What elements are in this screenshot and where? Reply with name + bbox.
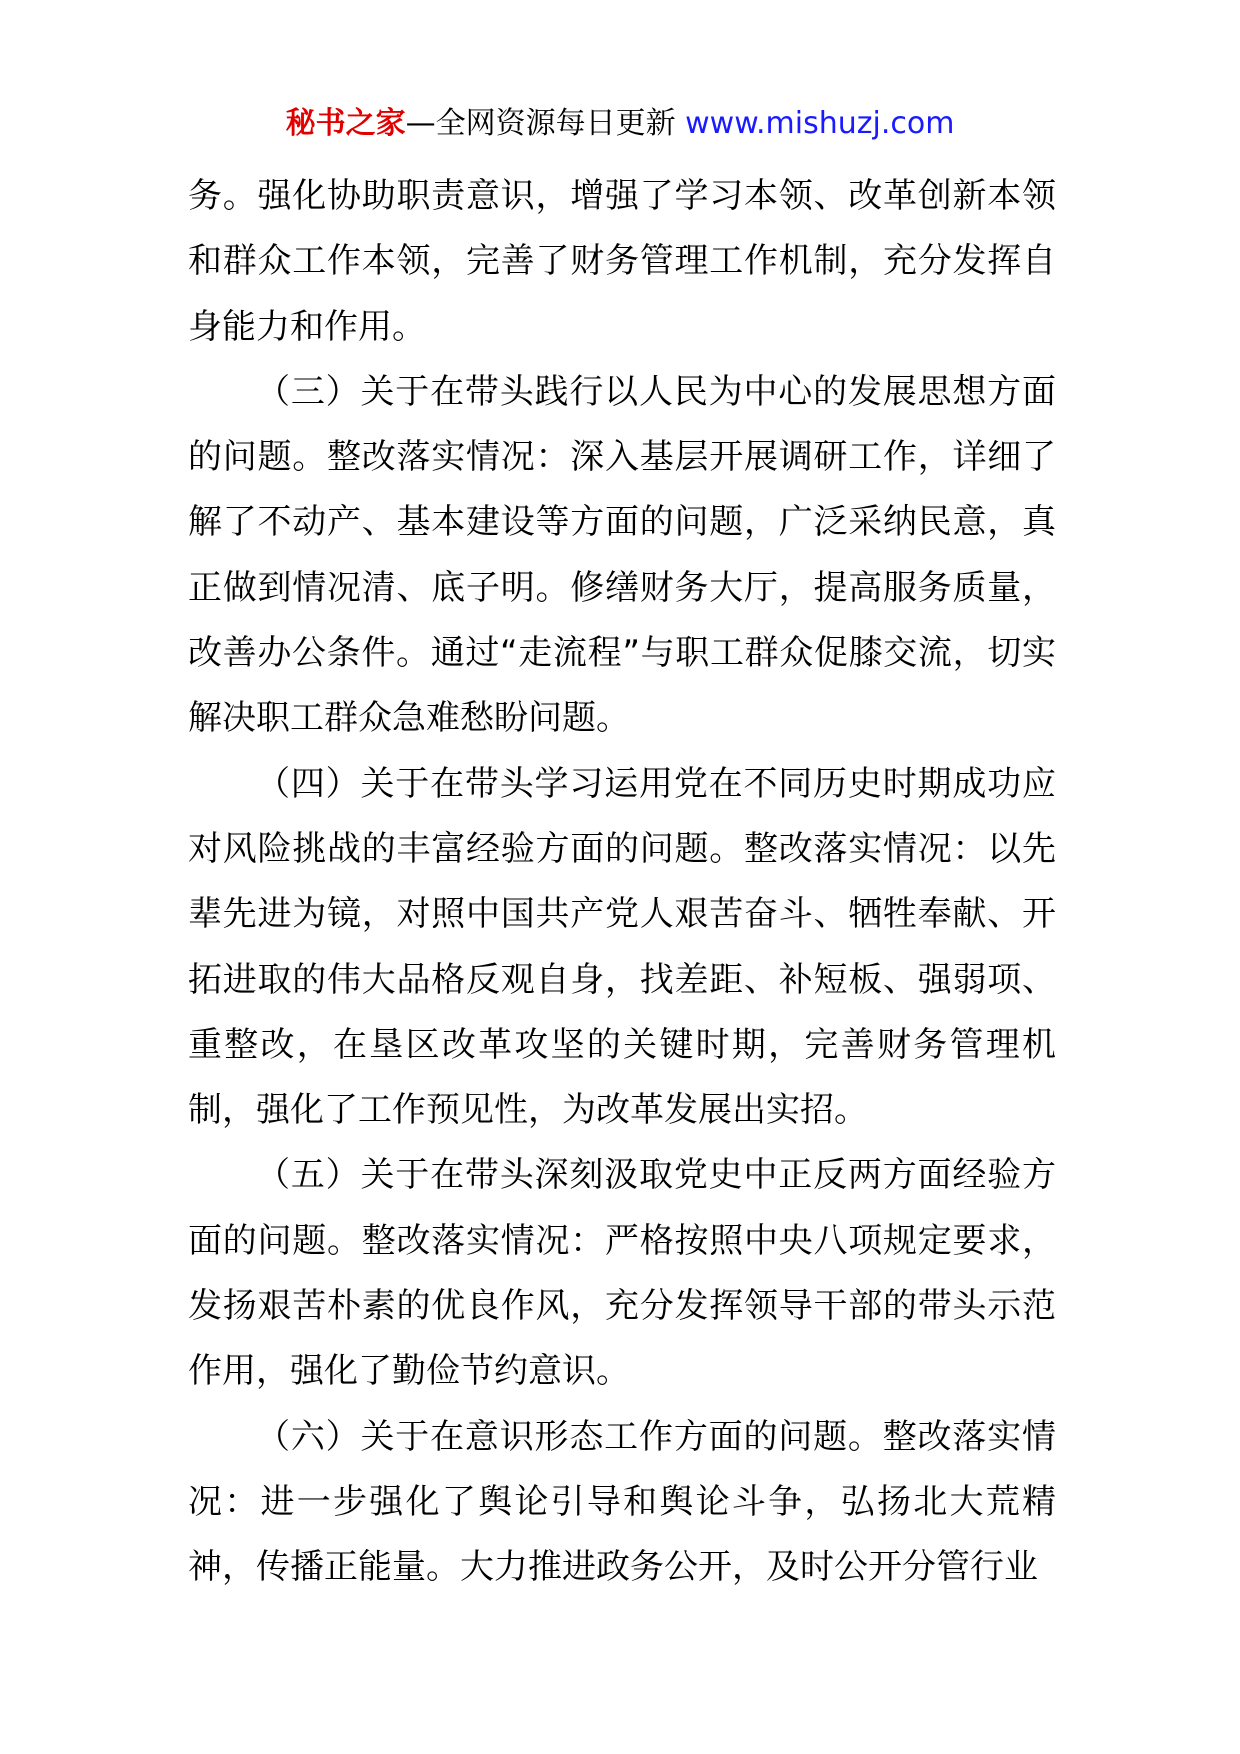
paragraph-section-4: （四）关于在带头学习运用党在不同历史时期成功应对风险挑战的丰富经验方面的问题。整改落实情况：以先辈先进为镜，对照中国共产党人艰苦奋斗、牺牲奉献、开拓进取的伟大品格反观自身，找差距、补短板、强弱项、重整改，在垦区改革攻坚的关键时期，完善财务管理机制，强化了工作预见性，为改革发展出实招。	[188, 763, 1056, 1131]
brand-name: 秘书之家	[285, 106, 406, 141]
paragraph-section-5: （五）关于在带头深刻汲取党史中正反两方面经验方面的问题。整改落实情况：严格按照中央八项规定要求，发扬艰苦朴素的优良作风，充分发挥领导干部的带头示范作用，强化了勤俭节约意识。	[188, 1155, 1056, 1392]
paragraph-section-3: （三）关于在带头践行以人民为中心的发展思想方面的问题。整改落实情况：深入基层开展调研工作，详细了解了不动产、基本建设等方面的问题，广泛采纳民意，真正做到情况清、底子明。修缮财务大厅，提高服务质量，改善办公条件。通过“走流程”与职工群众促膝交流，切实解决职工群众急难愁盼问题。	[188, 371, 1056, 739]
document-body	[188, 164, 1056, 1601]
brand-tagline: —全网资源每日更新	[405, 106, 676, 141]
watermark-header	[0, 98, 1240, 150]
paragraph-continuation: 务。强化协助职责意识，增强了学习本领、改革创新本领和群众工作本领，完善了财务管理工作机制，充分发挥自身能力和作用。	[188, 176, 1056, 347]
paragraph-section-6: （六）关于在意识形态工作方面的问题。整改落实情况：进一步强化了舆论引导和舆论斗争，弘扬北大荒精神，传播正能量。大力推进政务公开，及时公开分管行业	[188, 1416, 1056, 1588]
site-url-link[interactable]: www.mishuzj.com	[685, 106, 955, 141]
